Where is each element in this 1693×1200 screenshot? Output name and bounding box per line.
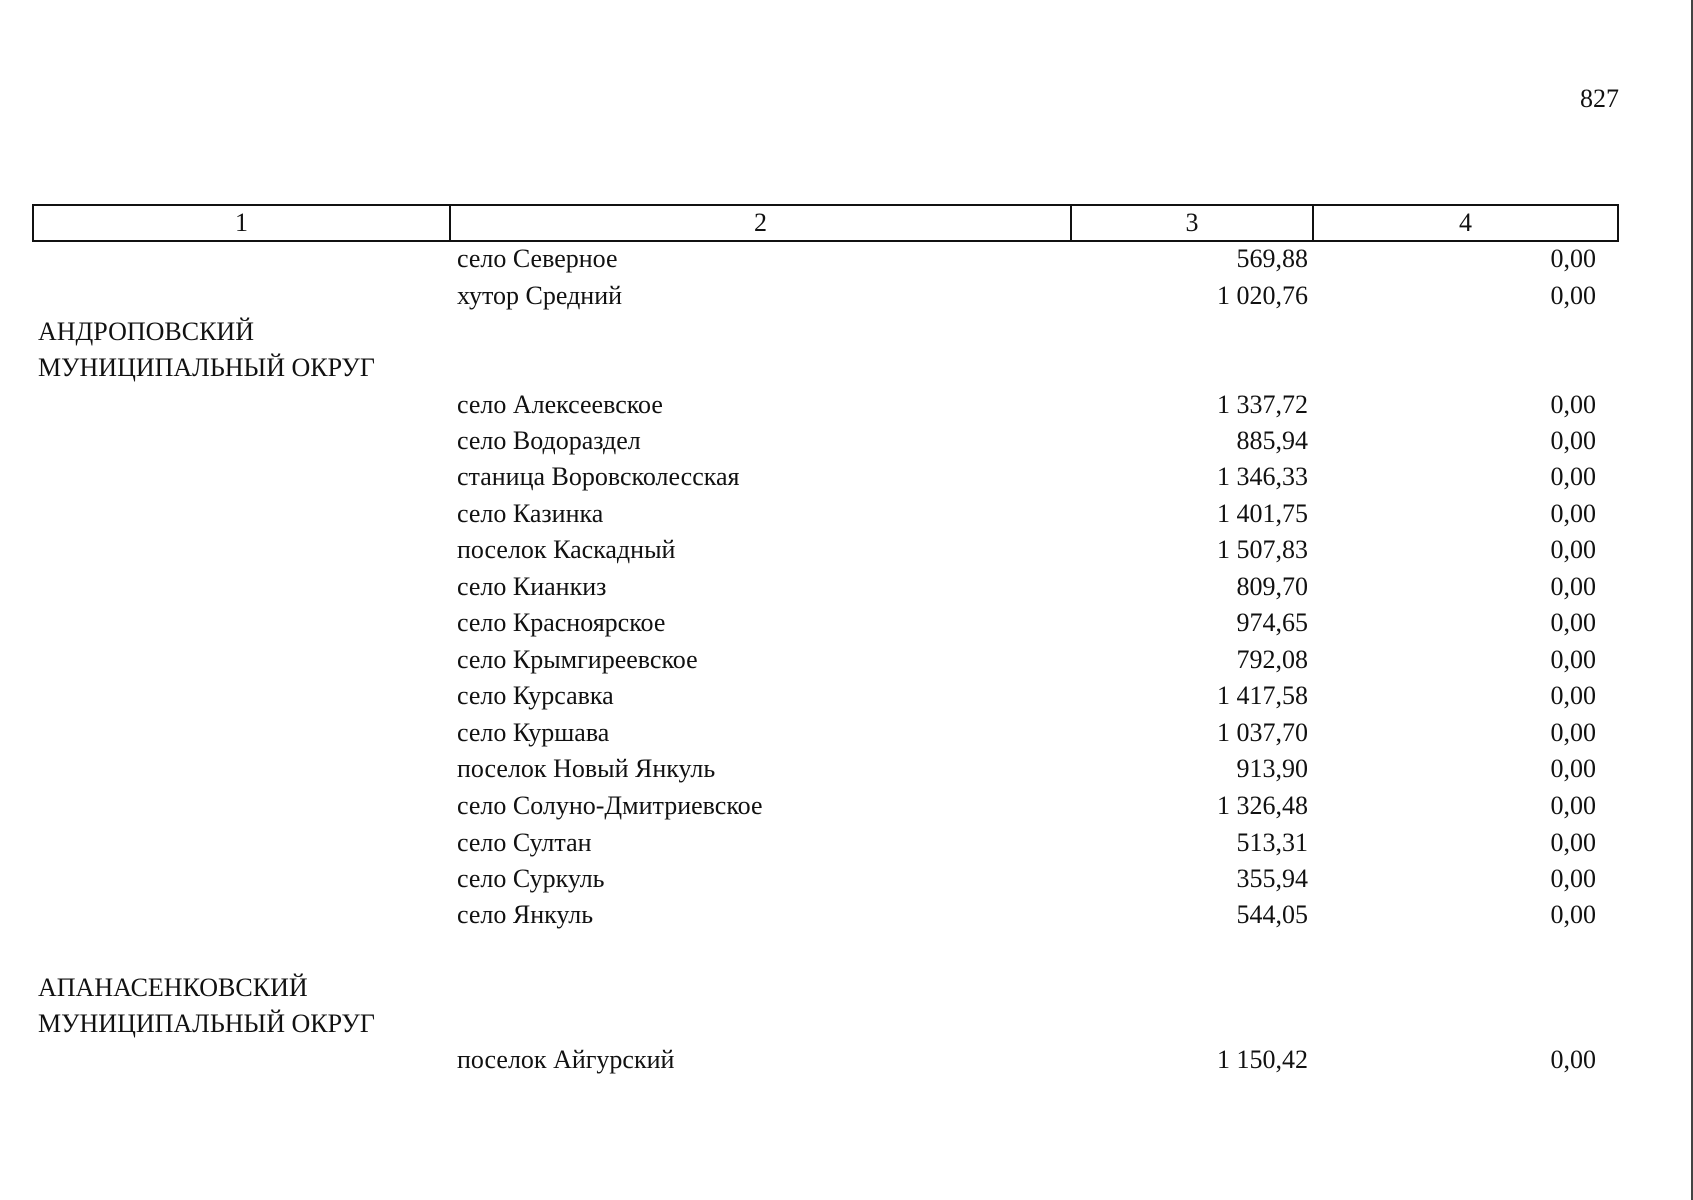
table-row <box>0 244 1693 278</box>
table-header <box>32 204 1619 242</box>
col-3-value: 1 326,48 <box>1217 791 1308 820</box>
col-3-value: 913,90 <box>1236 754 1308 783</box>
col-4-value: 0,00 <box>1550 499 1596 528</box>
col-3-value: 569,88 <box>1236 244 1308 273</box>
table-row <box>0 864 1693 898</box>
col-3-value: 1 346,33 <box>1217 462 1308 491</box>
district-name-line-2: МУНИЦИПАЛЬНЫЙ ОКРУГ <box>38 1009 375 1038</box>
table-row <box>0 791 1693 825</box>
col-3-value: 809,70 <box>1236 572 1308 601</box>
table-row <box>0 900 1693 934</box>
district-name-line-2: МУНИЦИПАЛЬНЫЙ ОКРУГ <box>38 353 375 382</box>
settlement-name: село Куршава <box>457 718 610 747</box>
col-4-value: 0,00 <box>1550 754 1596 783</box>
table-row <box>0 754 1693 788</box>
col-4-value: 0,00 <box>1550 390 1596 419</box>
settlement-name: поселок Новый Янкуль <box>457 754 716 783</box>
col-4-value: 0,00 <box>1550 681 1596 710</box>
col-3-value: 1 417,58 <box>1217 681 1308 710</box>
table-row <box>0 1045 1693 1079</box>
settlement-name: село Северное <box>457 244 618 273</box>
settlement-name: село Алексеевское <box>457 390 663 419</box>
settlement-name: село Водораздел <box>457 426 641 455</box>
settlement-name: село Красноярское <box>457 608 666 637</box>
settlement-name: село Казинка <box>457 499 604 528</box>
col-3-value: 792,08 <box>1236 645 1308 674</box>
header-col-1: 1 <box>34 206 451 240</box>
header-col-2: 2 <box>451 206 1072 240</box>
col-4-value: 0,00 <box>1550 1045 1596 1074</box>
col-4-value: 0,00 <box>1550 900 1596 929</box>
col-4-value: 0,00 <box>1550 535 1596 564</box>
settlement-name: село Суркуль <box>457 864 605 893</box>
settlement-name: село Солуно-Дмитриевское <box>457 791 763 820</box>
table-row <box>0 572 1693 606</box>
col-4-value: 0,00 <box>1550 572 1596 601</box>
page-number: 827 <box>1580 84 1619 113</box>
header-col-4: 4 <box>1459 208 1472 237</box>
col-4-value: 0,00 <box>1550 864 1596 893</box>
district-name-line-1: АПАНАСЕНКОВСКИЙ <box>38 973 308 1002</box>
district-heading <box>38 314 375 386</box>
district-name-line-1: АНДРОПОВСКИЙ <box>38 317 254 346</box>
settlement-name: село Кианкиз <box>457 572 607 601</box>
col-4-value: 0,00 <box>1550 608 1596 637</box>
col-3-value: 1 150,42 <box>1217 1045 1308 1074</box>
table-row <box>0 281 1693 315</box>
settlement-name: село Курсавка <box>457 681 614 710</box>
col-3-value: 1 401,75 <box>1217 499 1308 528</box>
col-4-value: 0,00 <box>1550 718 1596 747</box>
table-row <box>0 681 1693 715</box>
settlement-name: хутор Средний <box>457 281 623 310</box>
table-row <box>0 608 1693 642</box>
settlement-name: поселок Айгурский <box>457 1045 675 1074</box>
settlement-name: станица Воровсколесская <box>457 462 740 491</box>
col-4-value: 0,00 <box>1550 244 1596 273</box>
col-4-value: 0,00 <box>1550 828 1596 857</box>
settlement-name: село Янкуль <box>457 900 594 929</box>
table-row <box>0 535 1693 569</box>
settlement-name: поселок Каскадный <box>457 535 676 564</box>
col-3-value: 1 037,70 <box>1217 718 1308 747</box>
table-row <box>0 426 1693 460</box>
header-col-3: 3 <box>1072 206 1314 240</box>
col-4-value: 0,00 <box>1550 281 1596 310</box>
col-3-value: 355,94 <box>1236 864 1308 893</box>
table-row <box>0 645 1693 679</box>
table-row <box>0 462 1693 496</box>
district-heading <box>38 970 375 1042</box>
col-4-value: 0,00 <box>1550 791 1596 820</box>
col-3-value: 513,31 <box>1236 828 1308 857</box>
col-3-value: 544,05 <box>1236 900 1308 929</box>
col-4-value: 0,00 <box>1550 426 1596 455</box>
settlement-name: село Крымгиреевское <box>457 645 698 674</box>
col-3-value: 974,65 <box>1236 608 1308 637</box>
table-row <box>0 499 1693 533</box>
col-3-value: 1 507,83 <box>1217 535 1308 564</box>
col-3-value: 1 020,76 <box>1217 281 1308 310</box>
table-row <box>0 828 1693 862</box>
table-row <box>0 718 1693 752</box>
col-3-value: 885,94 <box>1236 426 1308 455</box>
settlement-name: село Султан <box>457 828 592 857</box>
col-3-value: 1 337,72 <box>1217 390 1308 419</box>
col-4-value: 0,00 <box>1550 645 1596 674</box>
table-row <box>0 390 1693 424</box>
col-4-value: 0,00 <box>1550 462 1596 491</box>
